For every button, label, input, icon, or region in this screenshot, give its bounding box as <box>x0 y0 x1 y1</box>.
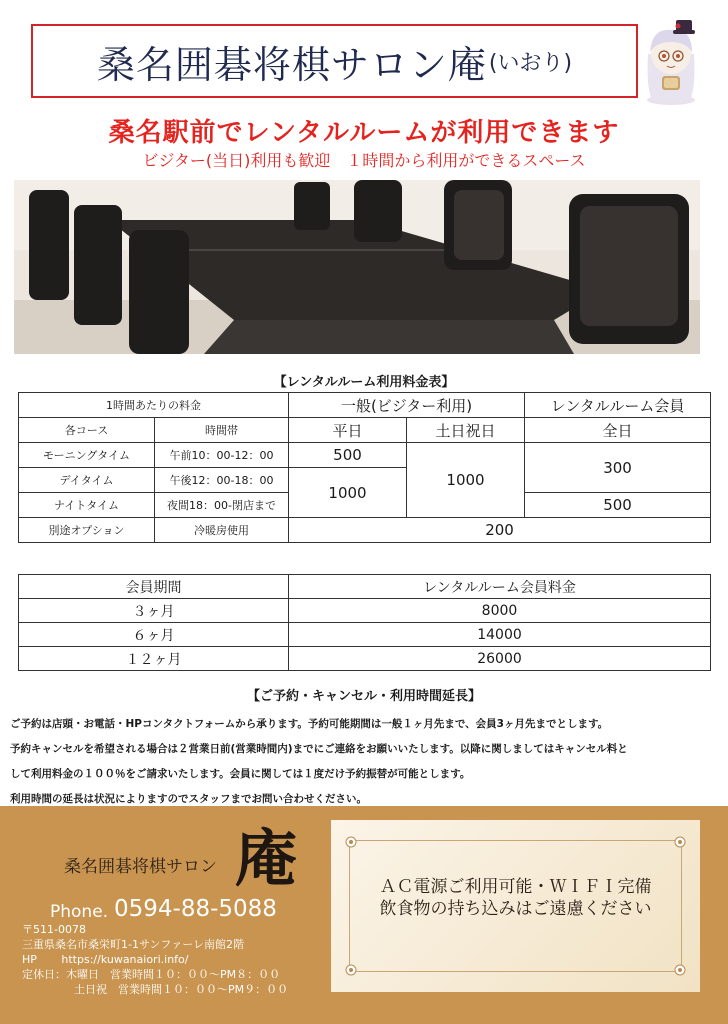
weekend-hours: 土日祝 営業時間１０：００～PM９：００ <box>74 983 289 996</box>
ornament-icon <box>673 835 687 849</box>
table-row <box>19 623 711 647</box>
mascot-illustration <box>636 14 706 106</box>
hp-url[interactable]: https://kuwanaiori.info/ <box>61 953 189 966</box>
note-line: 予約キャンセルを希望される場合は２営業日前(営業時間内)までにご連絡をお願いいたします。以降に関しましてはキャンセル料と <box>10 743 628 755</box>
homepage <box>22 952 322 967</box>
reservation-section-title: 【ご予約・キャンセル・利用時間延長】 <box>246 689 481 704</box>
price-cell: 300 <box>525 443 711 493</box>
header-course: 各コース <box>19 418 155 443</box>
fee-cell: 8000 <box>289 599 711 623</box>
header-member: レンタルルーム会員 <box>525 393 711 418</box>
street-address: 三重県桑名市桑栄町1-1サンファーレ南館2階 <box>22 938 244 951</box>
header-weekend: 土日祝日 <box>407 418 525 443</box>
price-cell: 200 <box>289 518 711 543</box>
shop-logo <box>226 818 306 894</box>
note-line: ご予約は店頭・お電話・HPコンタクトフォームから承ります。予約可能期間は一般１ヶ月先まで、会員3ヶ月先までとします。 <box>10 718 609 730</box>
table-row <box>19 443 711 468</box>
option-label: 別途オプション <box>19 518 155 543</box>
option-item: 冷暖房使用 <box>155 518 289 543</box>
header-period: 会員期間 <box>19 575 289 599</box>
table-row <box>19 647 711 671</box>
page-title: 桑名囲碁将棋サロン庵 <box>96 42 487 87</box>
title-reading: (いおり) <box>488 50 573 76</box>
course-time: 午後12：00-18：00 <box>155 468 289 493</box>
rental-room-photo <box>14 180 700 354</box>
table-row <box>19 575 711 599</box>
rates-section-title: 【レンタルルーム利用料金表】 <box>273 375 455 390</box>
price-cell: 500 <box>289 443 407 468</box>
notice-line: ＡＣ電源ご利用可能・ＷＩＦＩ完備 <box>379 877 652 897</box>
rental-rates-table <box>18 392 711 543</box>
ornament-icon <box>344 963 358 977</box>
period-cell: ６ヶ月 <box>19 623 289 647</box>
shop-address <box>22 922 322 997</box>
period-cell: １２ヶ月 <box>19 647 289 671</box>
header-price-per-hour: 1時間あたりの料金 <box>19 393 289 418</box>
closed-days: 定休日：木曜日 営業時間１０：００～PM８：００ <box>22 968 281 981</box>
shop-name: 桑名囲碁将棋サロン <box>64 857 217 877</box>
headline: 桑名駅前でレンタルルームが利用できます <box>108 118 620 148</box>
subheadline: ビジター(当日)利用も歓迎 １時間から利用ができるスペース <box>142 151 586 170</box>
note-line: して利用料金の１００％をご請求いたします。会員に関しては１度だけ予約振替が可能とします。 <box>10 768 471 780</box>
reservation-notes <box>10 712 718 812</box>
phone-number[interactable]: 0594-88-5088 <box>114 896 277 922</box>
logo-kanji: 庵 <box>234 822 298 894</box>
notice-text <box>331 876 700 920</box>
membership-fee-table <box>18 574 711 671</box>
table-row <box>19 599 711 623</box>
course-name: デイタイム <box>19 468 155 493</box>
title-banner <box>31 24 638 98</box>
header-fee: レンタルルーム会員料金 <box>289 575 711 599</box>
notice-line: 飲食物の持ち込みはご遠慮ください <box>379 899 652 919</box>
course-time: 夜間18：00-閉店まで <box>155 493 289 518</box>
course-time: 午前10：00-12：00 <box>155 443 289 468</box>
header-timeslot: 時間帯 <box>155 418 289 443</box>
hp-label: HP <box>22 953 37 966</box>
table-row <box>19 393 711 418</box>
fee-cell: 14000 <box>289 623 711 647</box>
header-general: 一般(ビジター利用) <box>289 393 525 418</box>
note-line: 利用時間の延長は状況によりますのでスタッフまでお問い合わせください。 <box>10 793 367 805</box>
price-cell: 500 <box>525 493 711 518</box>
header-allday: 全日 <box>525 418 711 443</box>
ornament-icon <box>673 963 687 977</box>
course-name: ナイトタイム <box>19 493 155 518</box>
table-row <box>19 518 711 543</box>
table-row <box>19 418 711 443</box>
phone-label: Phone. <box>50 902 109 922</box>
price-cell: 1000 <box>289 468 407 518</box>
header-weekday: 平日 <box>289 418 407 443</box>
ornament-icon <box>344 835 358 849</box>
course-name: モーニングタイム <box>19 443 155 468</box>
footer <box>0 806 728 1024</box>
postal-code: 〒511-0078 <box>22 923 86 936</box>
amenities-notice <box>331 820 700 992</box>
price-cell: 1000 <box>407 443 525 518</box>
period-cell: ３ヶ月 <box>19 599 289 623</box>
fee-cell: 26000 <box>289 647 711 671</box>
